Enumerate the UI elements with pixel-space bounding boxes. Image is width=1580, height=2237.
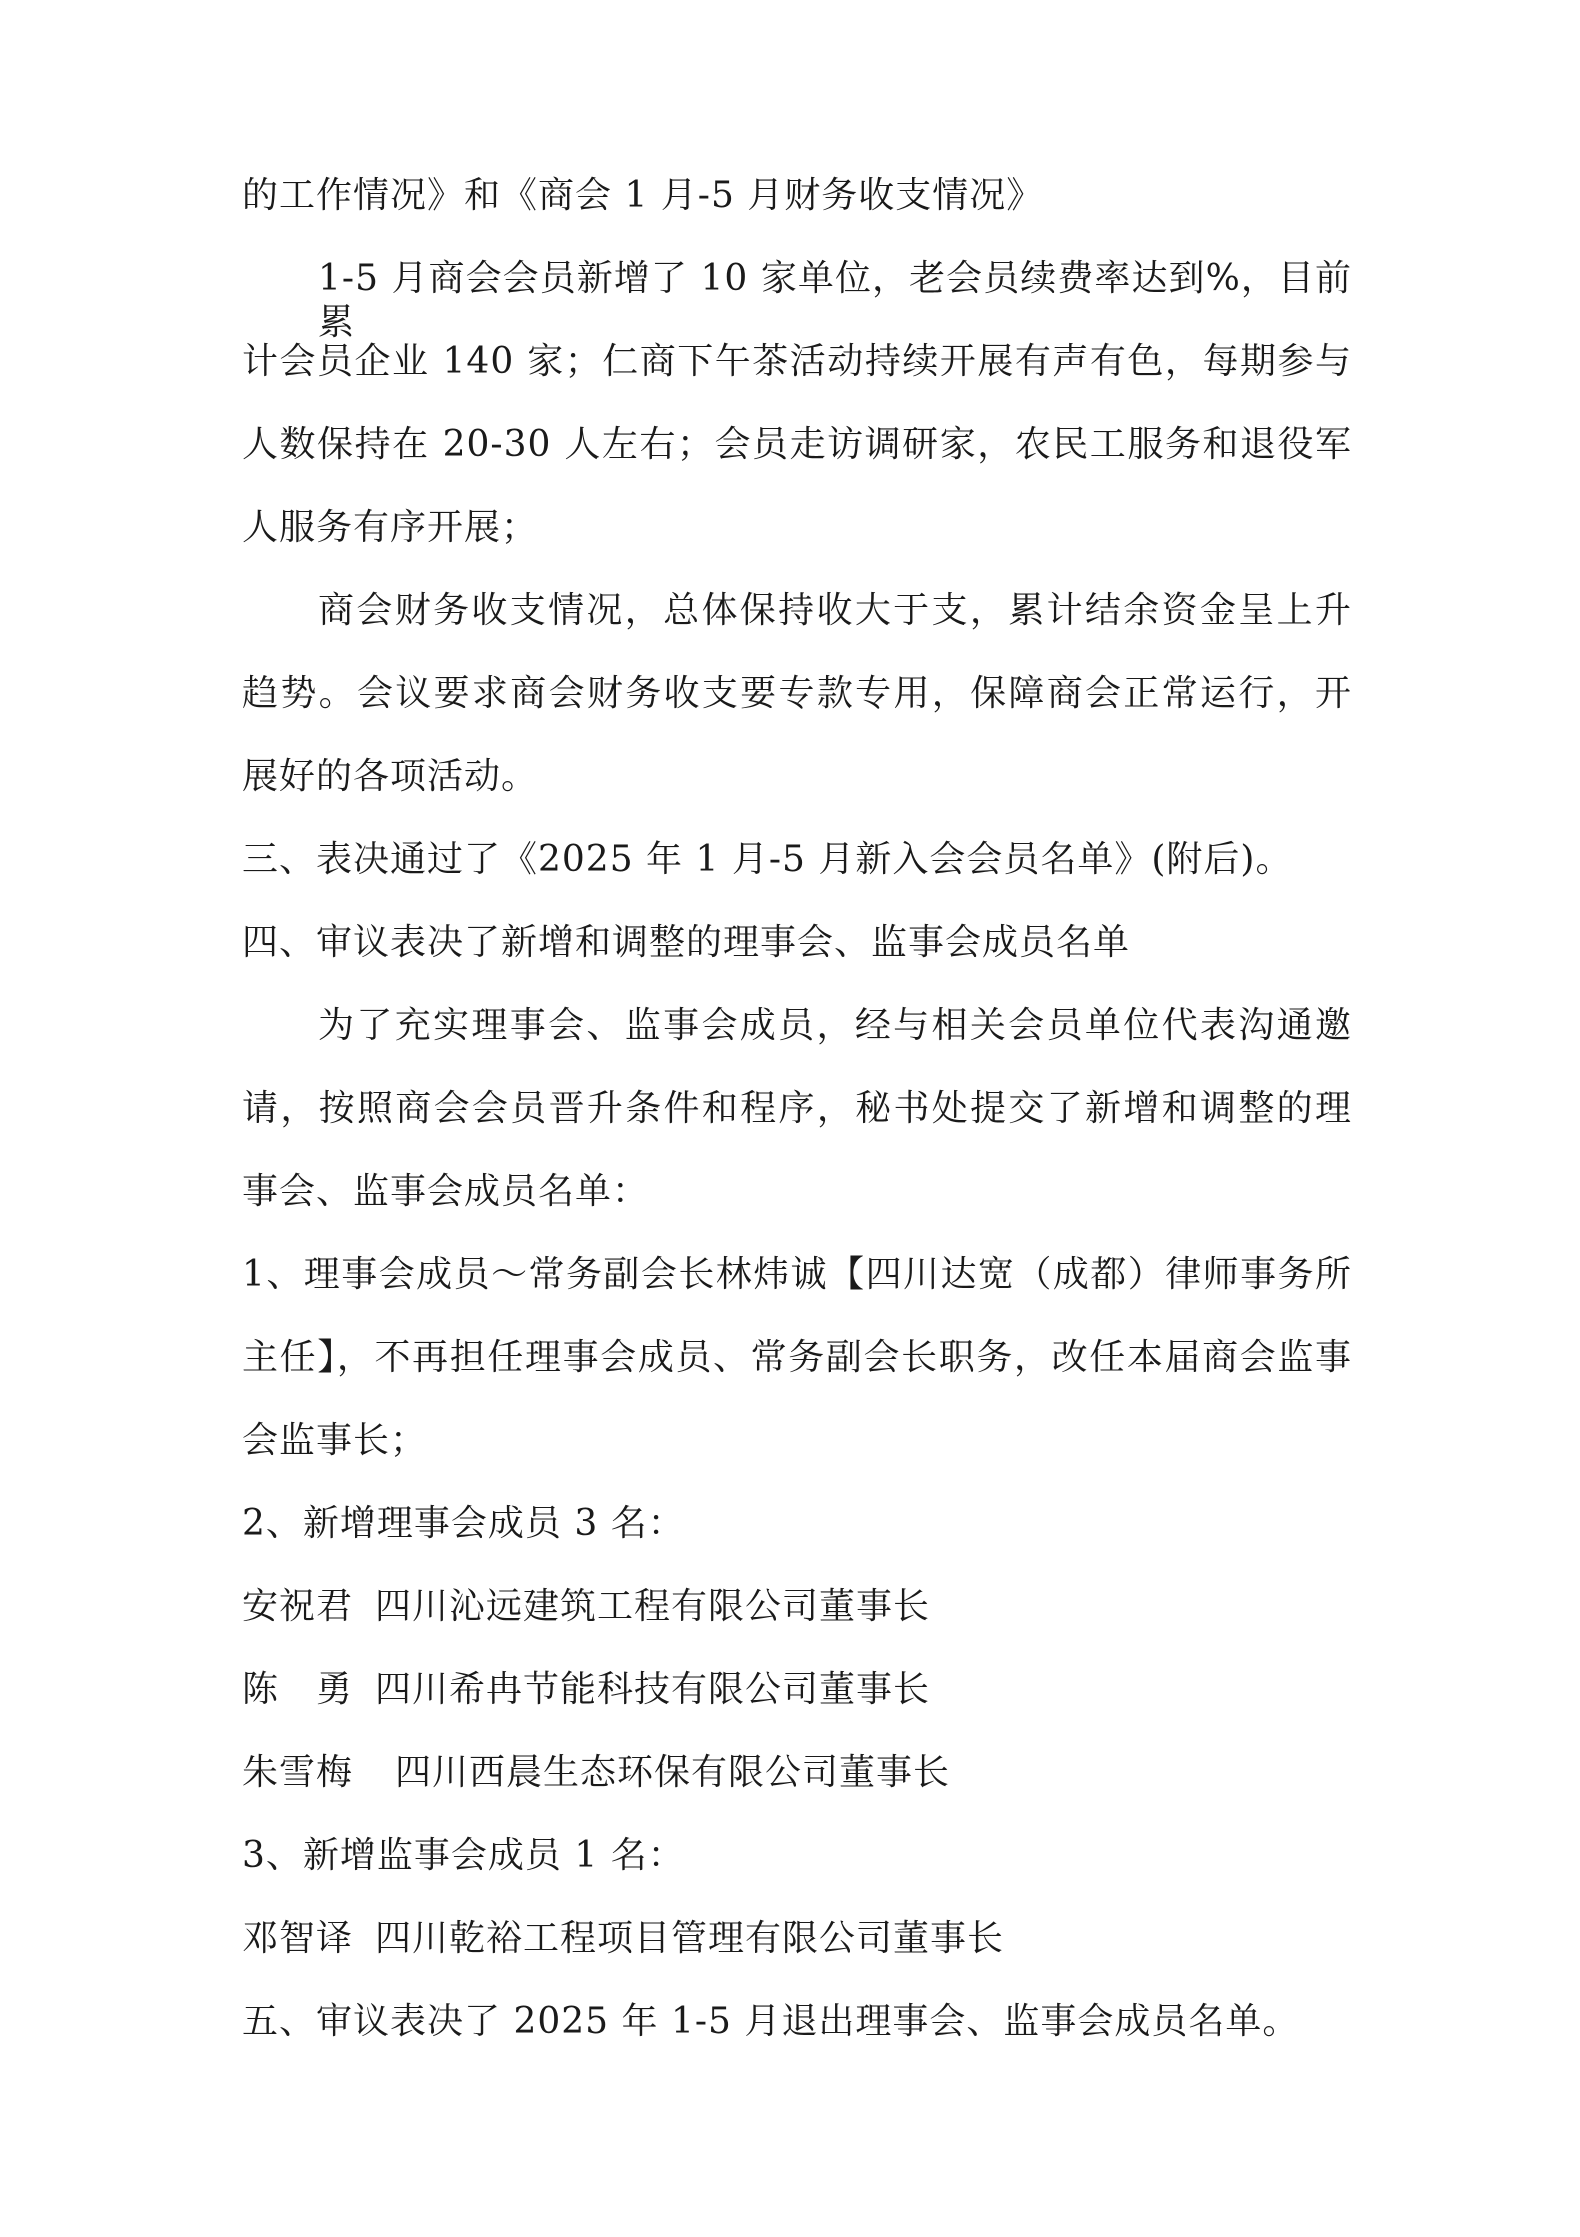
member-name: 邓智译 xyxy=(242,1918,354,1959)
text-line-2: 1-5 月商会会员新增了 10 家单位，老会员续费率达到%，目前累 xyxy=(318,258,1352,343)
text-line-12: 请，按照商会会员晋升条件和程序，秘书处提交了新增和调整的理 xyxy=(242,1088,1352,1129)
text-line-13: 事会、监事会成员名单： xyxy=(242,1171,650,1212)
member-name: 安祝君 xyxy=(242,1586,354,1627)
text-line-6: 商会财务收支情况，总体保持收大于支，累计结余资金呈上升 xyxy=(318,590,1352,631)
section-three: 三、表决通过了《2025 年 1 月-5 月新入会会员名单》(附后)。 xyxy=(242,839,1293,880)
text-line-4: 人数保持在 20-30 人左右；会员走访调研家，农民工服务和退役军 xyxy=(242,424,1352,465)
member-name: 陈 勇 xyxy=(242,1669,354,1710)
item-one-line-3: 会监事长； xyxy=(242,1420,428,1461)
text-line-1: 的工作情况》和《商会 1 月-5 月财务收支情况》 xyxy=(242,175,1044,216)
text-line-5: 人服务有序开展； xyxy=(242,507,539,548)
item-one-line-2: 主任】，不再担任理事会成员、常务副会长职务，改任本届商会监事 xyxy=(242,1337,1352,1378)
member-row-4 xyxy=(242,1917,1352,1961)
text-line-3: 计会员企业 140 家；仁商下午茶活动持续开展有声有色，每期参与 xyxy=(242,341,1352,382)
item-three-heading: 3、新增监事会成员 1 名： xyxy=(242,1835,685,1876)
member-name: 朱雪梅 xyxy=(242,1752,354,1793)
member-org: 四川沁远建筑工程有限公司董事长 xyxy=(375,1586,931,1627)
member-org: 四川乾裕工程项目管理有限公司董事长 xyxy=(375,1918,1005,1959)
section-four: 四、审议表决了新增和调整的理事会、监事会成员名单 xyxy=(242,922,1131,963)
member-row-2 xyxy=(242,1668,1352,1712)
item-two-heading: 2、新增理事会成员 3 名： xyxy=(242,1503,685,1544)
item-one-line-1: 1、理事会成员～常务副会长林炜诚【四川达宽（成都）律师事务所 xyxy=(242,1254,1352,1295)
text-line-11: 为了充实理事会、监事会成员，经与相关会员单位代表沟通邀 xyxy=(318,1005,1352,1046)
text-line-7: 趋势。会议要求商会财务收支要专款专用，保障商会正常运行，开 xyxy=(242,673,1352,714)
member-row-1 xyxy=(242,1585,1352,1629)
member-org: 四川希冉节能科技有限公司董事长 xyxy=(375,1669,931,1710)
section-five: 五、审议表决了 2025 年 1-5 月退出理事会、监事会成员名单。 xyxy=(242,2001,1300,2042)
text-line-8: 展好的各项活动。 xyxy=(242,756,539,797)
member-row-3 xyxy=(242,1751,1352,1795)
member-org: 四川西晨生态环保有限公司董事长 xyxy=(395,1752,951,1793)
